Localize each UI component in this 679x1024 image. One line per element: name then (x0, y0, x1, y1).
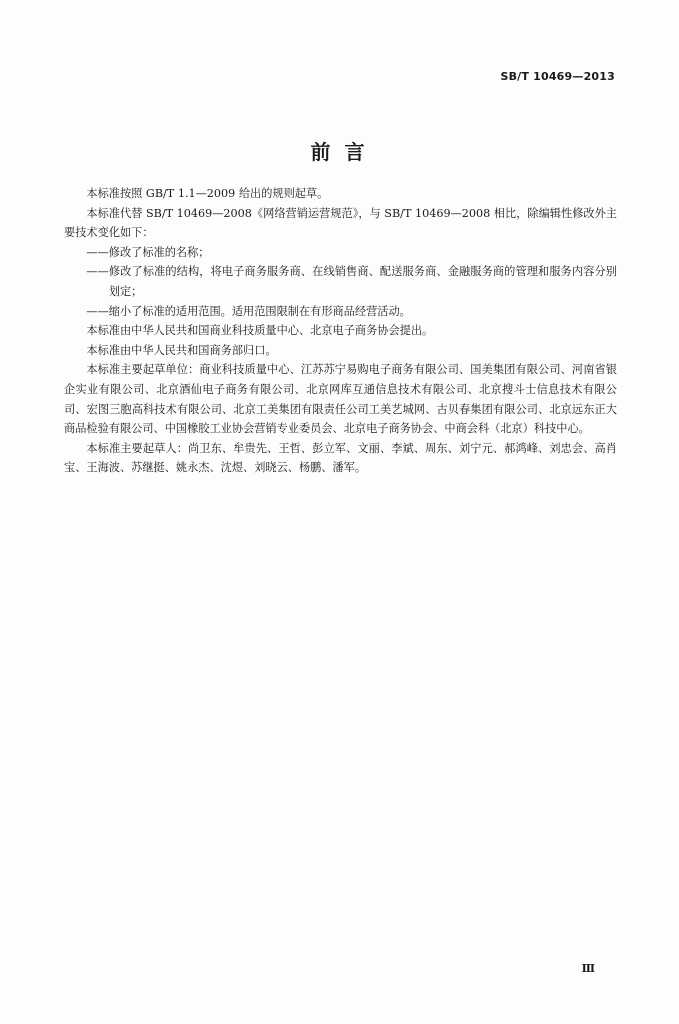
paragraph-drafting-rules: 本标准按照 GB/T 1.1—2009 给出的规则起草。 (86, 187, 329, 200)
paragraph-proposed-by: 本标准由中华人民共和国商业科技质量中心、北京电子商务协会提出。 (86, 324, 434, 338)
change-item-name: ——修改了标准的名称； (86, 245, 210, 259)
page-title: 前言 (310, 140, 379, 164)
paragraph-replacement: 本标准代替 SB/T 10469—2008《网络营销运营规范》，与 SB/T 10469—2008 相比，除编辑性修改外主要技术变化如下： (64, 206, 617, 240)
standard-code: SB/T 10469—2013 (500, 70, 615, 83)
paragraph-drafting-units: 本标准主要起草单位：商业科技质量中心、江苏苏宁易购电子商务有限公司、国美集团有限公司、河南省银企实业有限公司、北京酒仙电子商务有限公司、北京网库互通信息技术有限公司、北京搜斗士信息技术有限公司、宏图三胞高科技术有限公司、北京工美集团有限责任公司工美艺城网、古贝春集团有限公司、北京远东正大商品检验有限公司、中国橡胶工业协会营销专业委员会、北京电子商务协会、中商会科（北京）科技中心。 (64, 363, 617, 436)
page-number: Ⅲ (581, 962, 595, 975)
document-body (64, 184, 617, 478)
paragraph-managed-by: 本标准由中华人民共和国商务部归口。 (86, 343, 277, 357)
change-item-scope: ——缩小了标准的适用范围。适用范围限制在有形商品经营活动。 (86, 304, 411, 318)
paragraph-drafters: 本标准主要起草人：尚卫东、牟贵先、王哲、彭立军、文丽、李斌、周东、刘宁元、郝鸿峰、刘忠会、高肖宝、王海波、苏继挺、姚永杰、沈煜、刘晓云、杨鹏、潘军。 (64, 441, 617, 475)
change-item-structure: ——修改了标准的结构，将电子商务服务商、在线销售商、配送服务商、金融服务商的管理和服务内容分别划定； (86, 265, 617, 298)
